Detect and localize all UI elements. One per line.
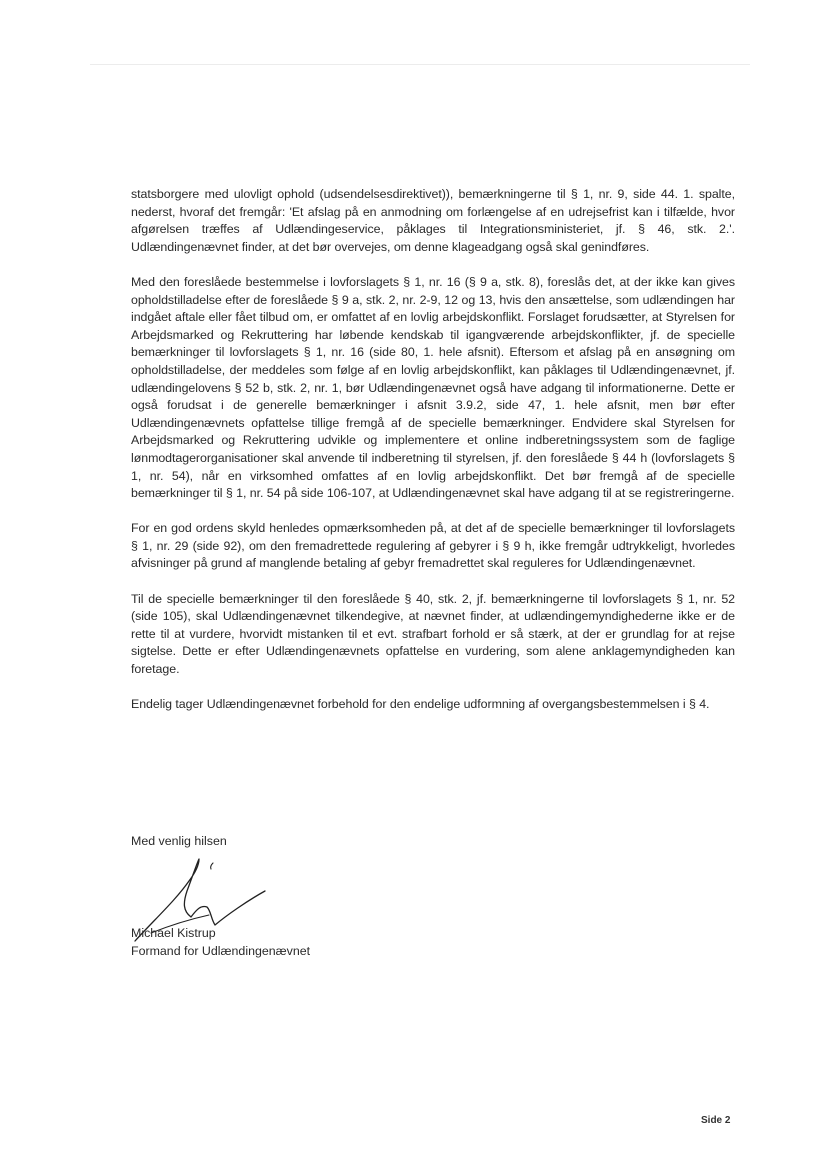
paragraph-transitional-provision: Endelig tager Udlændingenævnet forbehold for den endelige udformning af overgangsbestemmelsen i § 4. bbox=[131, 697, 710, 712]
greeting: Med venlig hilsen bbox=[131, 834, 227, 848]
signature-block bbox=[131, 833, 451, 963]
paragraph-fees: For en god ordens skyld henledes opmærksomheden på, at det af de specielle bemærkninger til lovforslagets § 1, nr. 29 (side 92), om den fremadrettede regulering af gebyrer i § 9 h, ikke fremgår udtrykkeligt, hvorledes afvisninger på grund af manglende betaling af gebyr fremadrettet skal reguleres for Udlændingenævnet. bbox=[131, 521, 735, 571]
letter-body bbox=[131, 186, 735, 714]
paragraph-deportation-directive: statsborgere med ulovligt ophold (udsendelsesdirektivet)), bemærkningerne til § 1, nr. 9, side 44. 1. spalte, nederst, hvoraf det fremgår: 'Et afslag på en anmodning om forlængelse af en udrejsefrist kan i tilfælde, hvor afgørelsen træffes af Udlændingeservice, påklages til Integrationsministeriet, jf. § 46, stk. 2.'. Udlændingenævnet finder, at det bør overvejes, om denne klageadgang også skal genindføres. bbox=[131, 187, 735, 254]
page-number: Side 2 bbox=[701, 1115, 731, 1126]
signer-name: Michael Kistrup bbox=[131, 926, 216, 940]
paragraph-prosecution: Til de specielle bemærkninger til den foreslåede § 40, stk. 2, jf. bemærkningerne til lovforslagets § 1, nr. 52 (side 105), skal Udlændingenævnet tilkendegive, at nævnet finder, at udlændingemyndighederne ikke er de rette til at vurdere, hvorvidt mistanken til et evt. strafbart forhold er så stærk, at der er grundlag for at rejse sigtelse. Dette er efter Udlændingenævnets opfattelse en vurdering, som alene anklagemyndigheden kan foretage. bbox=[131, 591, 735, 677]
scan-edge-line bbox=[90, 64, 750, 65]
paragraph-labour-conflict: Med den foreslåede bestemmelse i lovforslagets § 1, nr. 16 (§ 9 a, stk. 8), foreslås det, at der ikke kan gives opholdstilladelse efter de foreslåede § 9 a, stk. 2, nr. 2-9, 12 og 13, hvis den ansættelse, som udlændingen har indgået aftale eller fået tilbud om, er omfattet af en lovlig arbejdskonflikt. Forslaget forudsætter, at Styrelsen for Arbejdsmarked og Rekruttering har løbende kendskab til igangværende arbejdskonflikter, jf. de specielle bemærkninger til lovforslagets § 1, nr. 16 (side 80, 1. hele afsnit). Eftersom et afslag på en ansøgning om opholdstilladelse, der meddeles som følge af en lovlig arbejdskonflikt, kan påklages til Udlændingenævnet, jf. udlændingelovens § 52 b, stk. 2, nr. 1, bør Udlændingenævnet også have adgang til informationerne. Dette er også forudsat i de generelle bemærkninger i afsnit 3.9.2, side 47, 1. hele afsnit, men bør efter Udlændingenævnets opfattelse tillige fremgå af de specielle bemærkninger. Endvidere skal Styrelsen for Arbejdsmarked og Rekruttering udvikle og implementere et online indberetningssystem som de faglige lønmodtagerorganisationer skal anvende til indberetning til styrelsen, jf. den foreslåede § 44 h (lovforslagets § 1, nr. 54), når en virksomhed omfattes af en lovlig arbejdskonflikt. Det bør fremgå af de specielle bemærkninger til § 1, nr. 54 på side 106-107, at Udlændingenævnet skal have adgang til at se registreringerne. bbox=[131, 274, 735, 501]
signer-title: Formand for Udlændingenævnet bbox=[131, 944, 311, 958]
